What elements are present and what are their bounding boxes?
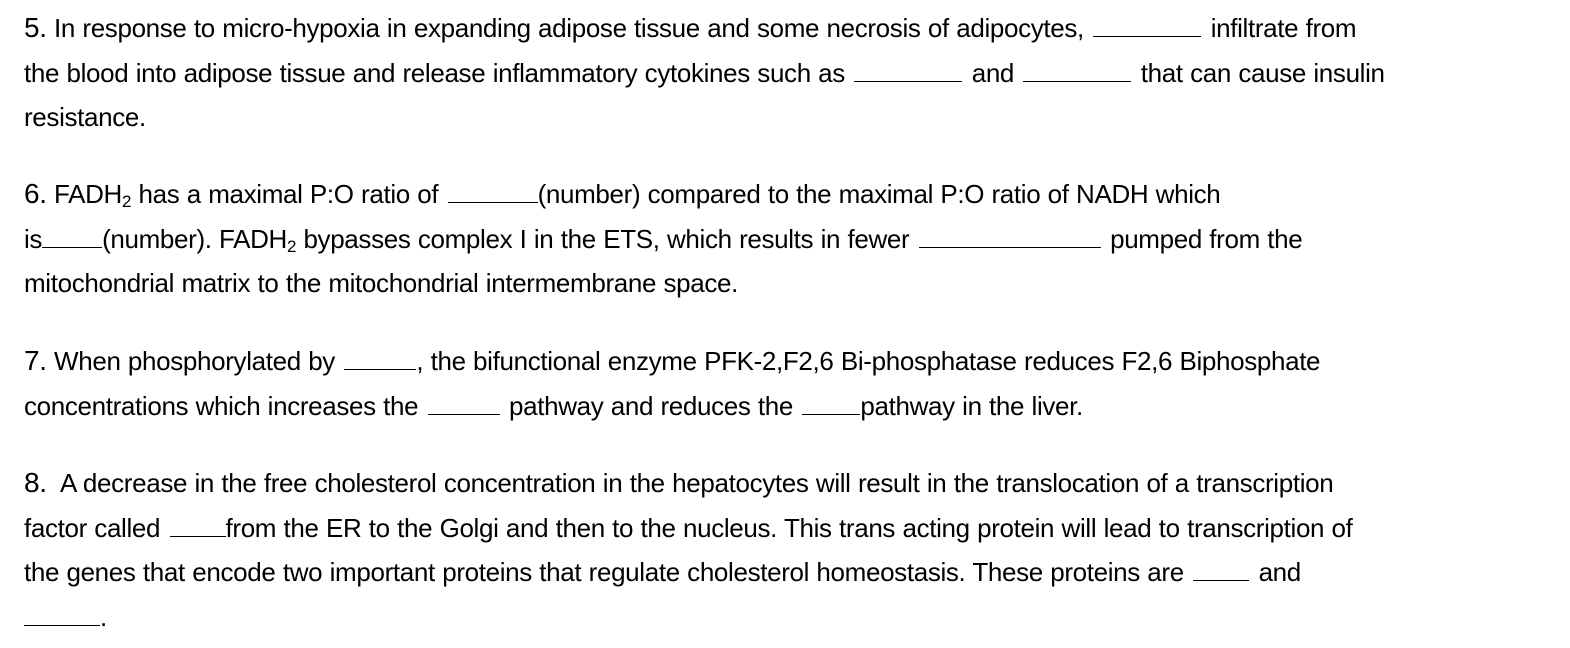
q8-text-2a: factor called xyxy=(24,512,161,543)
q6-subscript-1: 2 xyxy=(121,192,132,211)
q5-text-1b: infiltrate from xyxy=(1210,13,1357,43)
q6-blank-2[interactable] xyxy=(42,246,102,248)
q6-line-2 xyxy=(24,217,1554,262)
q8-text-3b: and xyxy=(1258,557,1301,587)
q8-blank-3[interactable] xyxy=(24,624,100,626)
q8-text-1: A decrease in the free cholesterol concentration in the hepatocytes will result in the translocation of a transcription xyxy=(59,468,1334,498)
q7-text-1a: When phosphorylated by xyxy=(54,346,335,376)
q5-text-1a: In response to micro-hypoxia in expanding adipose tissue and some necrosis of adipocytes, xyxy=(54,13,1084,43)
q7-text-2b: pathway and reduces the xyxy=(509,390,793,421)
q6-number: 6. xyxy=(24,178,47,209)
q7-blank-1[interactable] xyxy=(344,368,416,370)
question-7 xyxy=(24,339,1554,428)
q5-blank-3[interactable] xyxy=(1023,80,1131,82)
q6-text-1a: FADH xyxy=(54,179,122,209)
q7-line-1 xyxy=(24,339,1554,384)
q5-text-2a: the blood into adipose tissue and release inflammatory cytokines such as xyxy=(24,57,845,88)
q6-text-3: mitochondrial matrix to the mitochondrial intermembrane space. xyxy=(24,268,738,298)
q8-blank-1[interactable] xyxy=(170,535,226,537)
q6-line-3 xyxy=(24,261,1554,306)
q8-number: 8. xyxy=(24,467,47,498)
q8-line-2 xyxy=(24,506,1554,551)
q7-blank-2[interactable] xyxy=(428,413,500,415)
q8-text-3a: the genes that encode two important proteins that regulate cholesterol homeostasis. These proteins are xyxy=(24,557,1184,587)
q5-blank-2[interactable] xyxy=(854,80,962,82)
question-8 xyxy=(24,461,1554,639)
question-5 xyxy=(24,6,1554,140)
q6-line-1 xyxy=(24,172,1554,217)
question-6 xyxy=(24,172,1554,306)
q7-line-2 xyxy=(24,384,1554,429)
q5-line-2 xyxy=(24,51,1554,96)
q6-text-1b: has a maximal P:O ratio of xyxy=(138,179,439,209)
q6-text-1c: (number) compared to the maximal P:O ratio of NADH which xyxy=(537,179,1221,209)
q6-blank-1[interactable] xyxy=(448,201,538,203)
q6-text-2c: bypasses complex I in the ETS, which results in fewer xyxy=(303,223,910,254)
q6-text-2a: is xyxy=(24,223,43,254)
q5-line-1 xyxy=(24,6,1554,51)
q6-blank-3[interactable] xyxy=(919,246,1101,248)
q7-blank-3[interactable] xyxy=(802,413,860,415)
q5-blank-1[interactable] xyxy=(1093,35,1201,37)
q6-text-2b: (number). FADH xyxy=(102,223,287,254)
q8-blank-2[interactable] xyxy=(1193,579,1249,581)
q8-text-4: . xyxy=(100,601,107,632)
q5-number: 5. xyxy=(24,12,47,43)
q8-line-1 xyxy=(24,461,1554,506)
q5-text-3: resistance. xyxy=(24,102,146,132)
q5-text-2b: and xyxy=(971,57,1015,88)
q8-line-3 xyxy=(24,550,1554,595)
q7-number: 7. xyxy=(24,345,47,376)
q6-text-2d: pumped from the xyxy=(1110,223,1303,254)
q6-subscript-2: 2 xyxy=(286,236,297,256)
q7-text-2a: concentrations which increases the xyxy=(24,390,419,421)
q7-text-1b: , the bifunctional enzyme PFK-2,F2,6 Bi-phosphatase reduces F2,6 Biphosphate xyxy=(416,346,1321,376)
q5-text-2c: that can cause insulin xyxy=(1140,57,1385,88)
q8-text-2b: from the ER to the Golgi and then to the nucleus. This trans acting protein will lead to transcription of xyxy=(225,512,1353,543)
q5-line-3 xyxy=(24,95,1554,140)
q8-line-4 xyxy=(24,595,1554,640)
q7-text-2c: pathway in the liver. xyxy=(860,390,1083,421)
